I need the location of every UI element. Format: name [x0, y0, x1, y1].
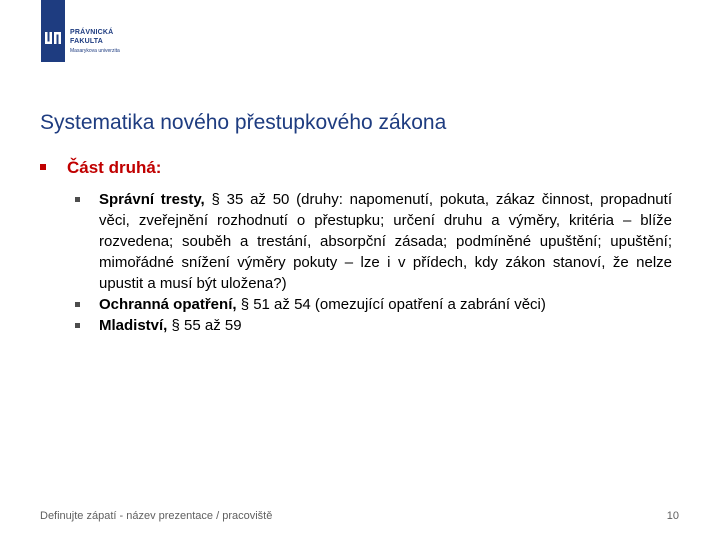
page-number: 10	[666, 510, 679, 522]
item-text: § 51 až 54 (omezující opatření a zabrání věci)	[236, 296, 546, 313]
square-bullet-icon	[75, 302, 80, 307]
list-item	[75, 189, 672, 294]
logo-text-line3: Masarykova univerzita	[70, 48, 120, 54]
list-item	[75, 294, 672, 315]
square-bullet-icon	[75, 197, 80, 202]
square-bullet-icon	[40, 164, 46, 170]
square-bullet-icon	[75, 323, 80, 328]
faculty-logo-icon	[44, 30, 62, 48]
item-lead: Ochranná opatření,	[99, 296, 237, 313]
logo-bar	[41, 0, 65, 62]
slide-title: Systematika nového přestupkového zákona	[40, 111, 447, 134]
footer-text: Definujte zápatí - název prezentace / pracoviště	[40, 510, 273, 522]
item-text: § 55 až 59	[167, 317, 242, 334]
sub-bullet-list	[75, 189, 672, 336]
item-text: § 35 až 50 (druhy: napomenutí, pokuta, zákaz činnost, propadnutí věci, zveřejnění rozhodnutí o přestupku; určení druhu a výměry, kritéria – blíže rozvedena; souběh a trestání, absorpční zásada; podmíněné upuštění; upuštění; mimořádné snížení výměry pokuty – lze i v přídech, kdy zákon stanoví, že nelze upustit a musí být uložena?)	[99, 191, 672, 292]
faculty-logo	[41, 0, 151, 72]
list-item	[75, 315, 672, 336]
logo-text-line2: FAKULTA	[70, 38, 104, 45]
item-lead: Mladiství,	[99, 317, 168, 334]
logo-text-line1: PRÁVNICKÁ	[70, 29, 114, 36]
item-lead: Správní tresty,	[99, 191, 205, 208]
section-heading: Část druhá:	[67, 158, 162, 177]
